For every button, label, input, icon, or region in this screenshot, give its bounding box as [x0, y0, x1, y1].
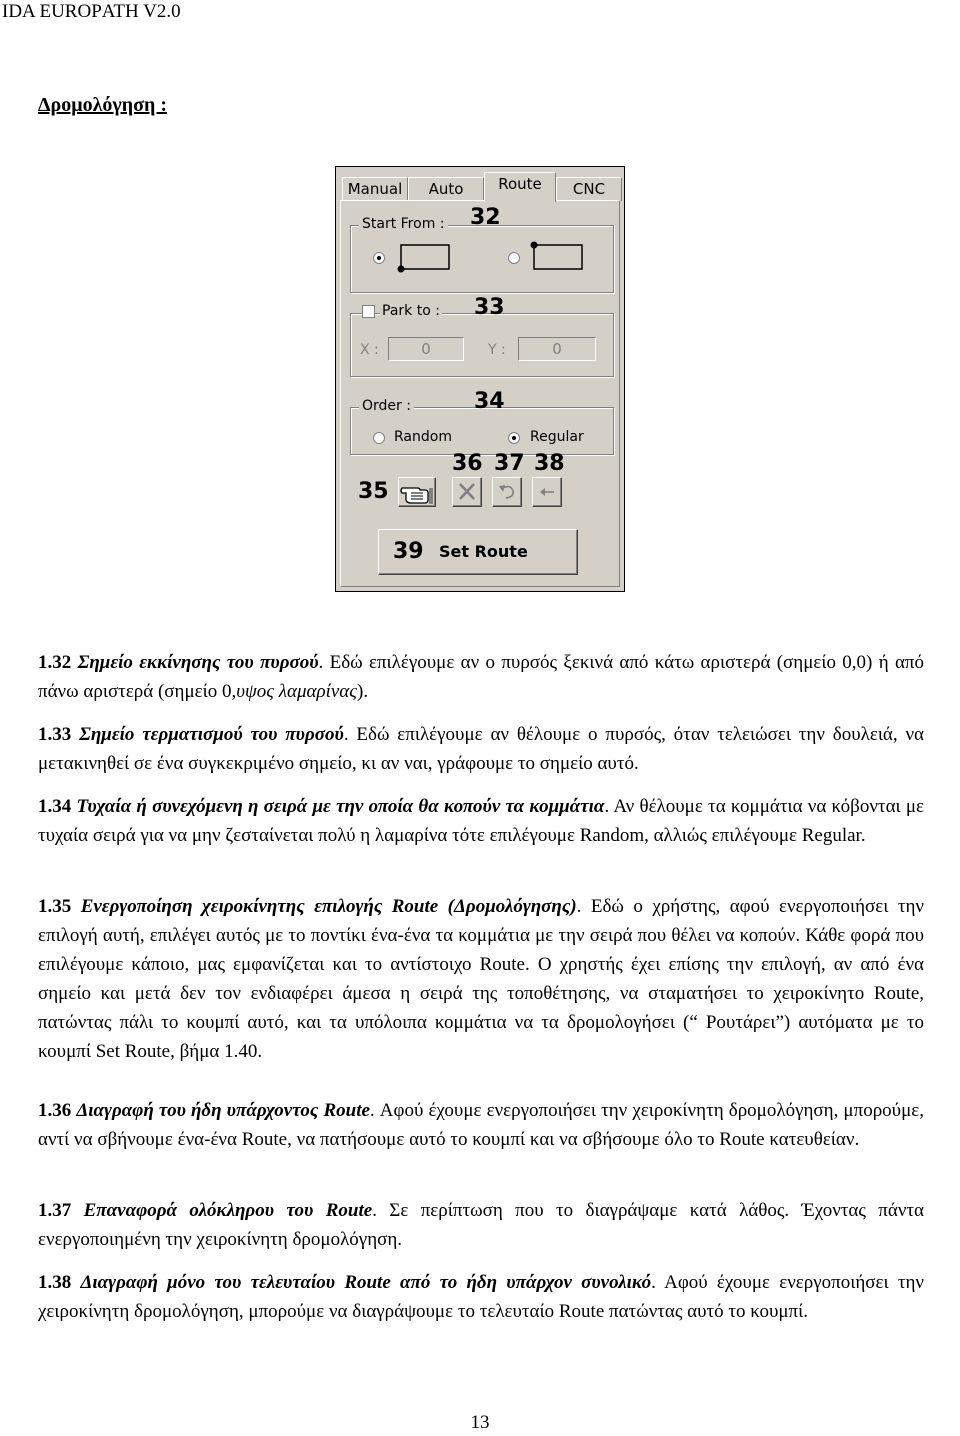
tab-cnc[interactable]: CNC [556, 177, 622, 201]
paragraph-1-33: 1.33 Σημείο τερματισμού του πυρσού. Εδώ επιλέγουμε αν θέλουμε ο πυρσός, όταν τελειώσει την δουλειά, να μετακινηθεί σε ένα συγκεκριμένο σημείο, κι αν ναι, γράφουμε το σημείο αυτό. [38, 724, 925, 774]
callout-36: 36 [452, 451, 483, 476]
delete-last-route-button[interactable] [532, 477, 562, 507]
start-from-label: Start From : [359, 216, 448, 232]
tab-strip [340, 171, 620, 201]
park-to-label: Park to : [382, 303, 440, 319]
delete-route-button[interactable] [452, 477, 482, 507]
callout-39: 39 [393, 539, 424, 564]
callout-34: 34 [474, 389, 505, 414]
callout-38: 38 [534, 451, 565, 476]
set-route-button[interactable] [378, 529, 578, 575]
tab-route[interactable]: Route [484, 172, 556, 202]
manual-route-button[interactable] [398, 477, 436, 507]
order-label: Order : [359, 398, 414, 414]
pointing-hand-icon [399, 478, 435, 506]
paragraph-1-36: 1.36 Διαγραφή του ήδη υπάρχοντος Route. Αφού έχουμε ενεργοποιήσει την χειροκίνητη δρομολόγηση, μπορούμε, αντί να σβήνουμε ένα-ένα Route, να πατήσουμε αυτό το κουμπί και να σβήσουμε όλο το Route κατευθείαν. [38, 1100, 925, 1150]
delete-x-icon [453, 478, 481, 506]
y-label: Y : [488, 342, 506, 358]
top-left-origin-icon [529, 239, 585, 273]
tab-manual[interactable]: Manual [342, 177, 408, 201]
callout-33: 33 [474, 295, 505, 320]
set-route-label: Set Route [439, 542, 528, 561]
paragraph-1-37: 1.37 Επαναφορά ολόκληρου του Route. Σε περίπτωση που το διαγράψαμε κατά λάθος. Έχοντας πάντα ενεργοποιημένη την χειροκίνητη δρομολόγηση. [38, 1200, 924, 1250]
page-number: 13 [470, 1412, 490, 1433]
back-arrow-icon [533, 478, 561, 506]
park-to-checkbox[interactable] [362, 305, 375, 318]
paragraph-1-35: 1.35 Ενεργοποίηση χειροκίνητης επιλογής Route (Δρομολόγησης). Εδώ ο χρήστης, αφού ενεργοποιήσει την επιλογή αυτή, επιλέγει αυτός με το ποντίκι ένα-ένα τα κομμάτια με την σειρά που θέλει να κοπούν. Κάθε φορά που επιλέγουμε κάποιο, μας εμφανίζεται και το αντίστοιχο Route. Ο χρηστής έχει επίσης την επιλογή, αν από ένα σημείο και μετά δεν τον ενδιαφέρει άμεσα η σειρά της τοποθέτησης, να σταματήσει το χειροκίνητο Route, πατώντας πάλι το κουμπί αυτό, και τα υπόλοιπα κομμάτια να τα δρομολογήσει (“ Ρουτάρει”) αυτόματα με το κουμπί Set Route, βήμα 1.40. [38, 896, 924, 1062]
random-radio[interactable] [373, 432, 385, 444]
regular-radio[interactable] [508, 432, 520, 444]
route-dialog-screenshot [335, 166, 625, 592]
running-header: IDA EUROPATH V2.0 [2, 1, 181, 22]
tab-auto[interactable]: Auto [408, 177, 484, 201]
start-bottom-left-radio[interactable] [373, 252, 385, 264]
paragraph-1-32: 1.32 Σημείο εκκίνησης του πυρσού. Εδώ επιλέγουμε αν ο πυρσός ξεκινά από κάτω αριστερά (σημείο 0,0) ή από πάνω αριστερά (σημείο 0,υψος λαμαρίνας). [38, 652, 924, 702]
bottom-left-origin-icon [396, 243, 452, 275]
callout-37: 37 [494, 451, 525, 476]
park-x-input[interactable]: 0 [388, 337, 464, 361]
section-title: Δρομολόγηση : [38, 94, 168, 116]
random-label: Random [394, 429, 452, 445]
start-top-left-radio[interactable] [508, 252, 520, 264]
paragraph-1-34: 1.34 Τυχαία ή συνεχόμενη η σειρά με την οποία θα κοπούν τα κομμάτια. Αν θέλουμε τα κομμάτια να κόβονται με τυχαία σειρά για να μην ζεσταίνεται πολύ η λαμαρίνα τότε επιλέγουμε Random, αλλιώς επιλέγουμε Regular. [38, 796, 925, 846]
x-label: X : [360, 342, 379, 358]
callout-35: 35 [358, 479, 389, 504]
undo-icon [493, 478, 521, 506]
restore-route-button[interactable] [492, 477, 522, 507]
regular-label: Regular [530, 429, 584, 445]
park-y-input[interactable]: 0 [518, 337, 596, 361]
paragraph-1-38: 1.38 Διαγραφή μόνο του τελευταίου Route από το ήδη υπάρχον συνολικό. Αφού έχουμε ενεργοποιήσει την χειροκίνητη δρομολόγηση, μπορούμε να διαγράψουμε το τελευταίο Route πατώντας αυτό το κουμπί. [38, 1272, 924, 1322]
callout-32: 32 [470, 205, 501, 230]
